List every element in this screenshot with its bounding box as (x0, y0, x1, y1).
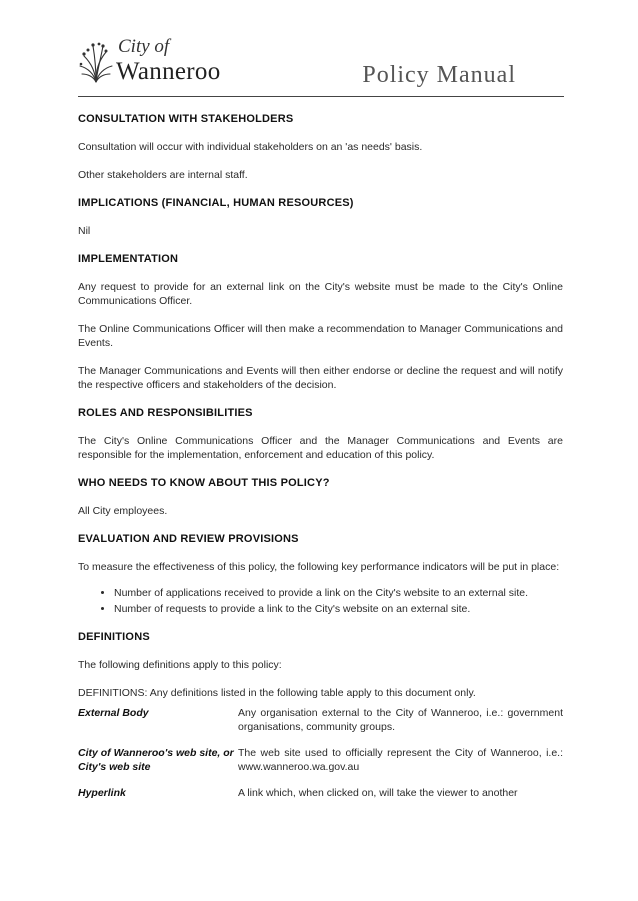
section-heading: EVALUATION AND REVIEW PROVISIONS (78, 533, 299, 545)
paragraph: To measure the effectiveness of this policy, the following key performance indicators will be put in place: (78, 561, 560, 573)
definitions-table (78, 706, 563, 812)
definition-description: The web site used to officially represent the City of Wanneroo, i.e.: www.wanneroo.wa.gov.au (238, 747, 563, 773)
paragraph: All City employees. (78, 505, 168, 517)
table-row (78, 746, 563, 786)
header-divider (78, 96, 564, 97)
table-row (78, 706, 563, 746)
paragraph: Other stakeholders are internal staff. (78, 169, 248, 181)
section-heading: IMPLICATIONS (FINANCIAL, HUMAN RESOURCES) (78, 197, 354, 209)
definition-term: Hyperlink (78, 787, 126, 799)
paragraph: Nil (78, 225, 91, 237)
paragraph: DEFINITIONS: Any definitions listed in the following table apply to this document only. (78, 687, 476, 699)
logo-text-wanneroo: Wanneroo (116, 58, 221, 85)
section-heading: WHO NEEDS TO KNOW ABOUT THIS POLICY? (78, 477, 330, 489)
paragraph: Consultation will occur with individual stakeholders on an 'as needs' basis. (78, 141, 423, 153)
definition-term: City of Wanneroo's web site, or City's web site (78, 747, 234, 773)
kpi-list (78, 586, 563, 616)
logo-text-city-of: City of (118, 36, 170, 57)
city-of-wanneroo-logo (78, 34, 248, 90)
section-heading: IMPLEMENTATION (78, 253, 179, 265)
definition-description: Any organisation external to the City of Wanneroo, i.e.: government organisations, community groups. (238, 707, 563, 733)
definition-description: A link which, when clicked on, will take the viewer to another (238, 787, 518, 799)
list-item: • Number of requests to provide a link to the City's website on an external site. (114, 602, 563, 616)
section-heading: CONSULTATION WITH STAKEHOLDERS (78, 113, 294, 125)
paragraph: The Online Communications Officer will then make a recommendation to Manager Communications and Events. (78, 323, 563, 349)
grass-tree-logo-icon (78, 40, 114, 84)
list-item: • Number of applications received to provide a link on the City's website to an external site. (114, 586, 563, 600)
manual-title: Policy Manual (362, 62, 516, 88)
page-header (78, 34, 564, 96)
document-body (78, 112, 563, 812)
paragraph: The Manager Communications and Events will then either endorse or decline the request and will notify the respective officers and stakeholders of the decision. (78, 365, 563, 391)
paragraph: Any request to provide for an external link on the City's website must be made to the City's Online Communications Officer. (78, 281, 563, 307)
table-row (78, 786, 563, 812)
paragraph: The following definitions apply to this policy: (78, 659, 282, 671)
section-heading: DEFINITIONS (78, 631, 150, 643)
definition-term: External Body (78, 707, 149, 719)
paragraph: The City's Online Communications Officer and the Manager Communications and Events are responsible for the implementation, enforcement and education of this policy. (78, 435, 563, 461)
section-heading: ROLES AND RESPONSIBILITIES (78, 407, 253, 419)
